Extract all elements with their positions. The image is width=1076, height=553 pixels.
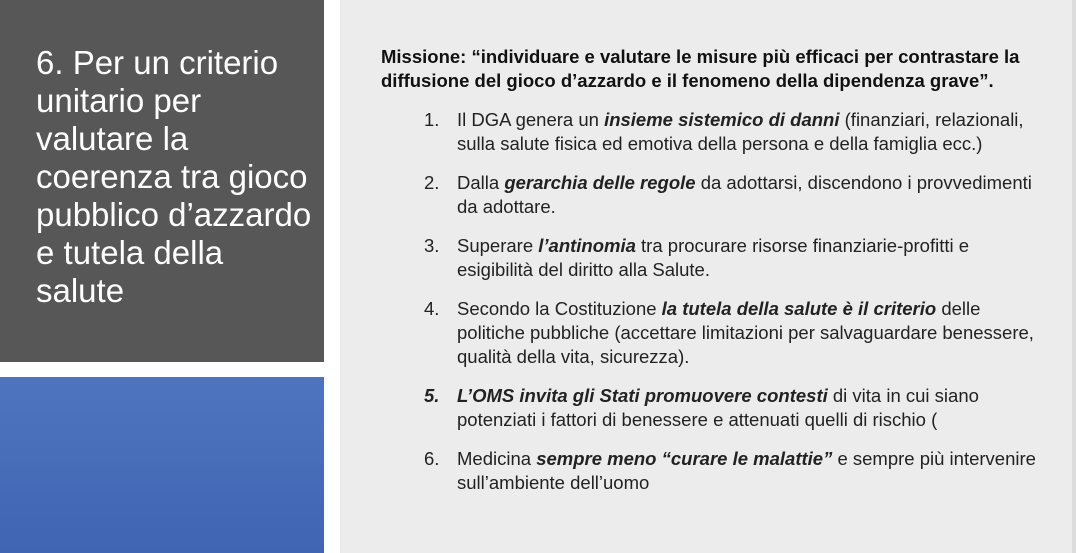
accent-panel [0, 377, 324, 553]
item-emphasis: la tutela della salute è il criterio [661, 298, 937, 319]
item-number: 3. [424, 235, 440, 256]
panel-divider [324, 0, 340, 553]
item-text-post: tra procurare risorse finanziarie-profitti e esigibilità del diritto alla Salute. [457, 235, 970, 280]
item-emphasis: sempre meno “curare le malattie” [536, 448, 833, 469]
item-number: 1. [424, 109, 440, 130]
item-text-pre: Secondo la Costituzione [457, 298, 662, 319]
item-emphasis: gerarchia delle regole [504, 172, 696, 193]
item-text-post: da adottarsi, discendono i provvedimenti da adottare. [457, 172, 1032, 217]
item-number: 4. [424, 298, 440, 319]
mission-statement: Missione: “individuare e valutare le misure più efficaci per contrastare la diffusione del gioco d’azzardo e il fenomeno della dipendenza grave”. [381, 46, 1020, 91]
item-text-pre: Dalla [457, 172, 505, 193]
item-emphasis: insieme sistemico di danni [604, 109, 840, 130]
list-item [424, 108, 1044, 156]
slide-title: 6. Per un criterio unitario per valutare la coerenza tra gioco pubblico d’azzardo e tutela della salute [36, 44, 312, 309]
item-text-post: e sempre più intervenire sull’ambiente dell’uomo [457, 448, 1036, 493]
item-text-post: di vita in cui siano potenziati i fattori di benessere e attenuati quelli di rischio ( [457, 385, 979, 430]
list-item [424, 171, 1044, 219]
content-edge [1072, 0, 1076, 553]
list-item [424, 234, 1044, 282]
item-text-post: (finanziari, relazionali, sulla salute fisica ed emotiva della persona e della famiglia ecc.) [457, 109, 1024, 154]
item-number: 6. [424, 448, 440, 469]
item-text-post: delle politiche pubbliche (accettare limitazioni per salvaguardare benessere, qualità della vita, sicurezza). [457, 298, 1034, 367]
list-item [424, 384, 1044, 432]
item-number: 2. [424, 172, 440, 193]
item-emphasis: l’antinomia [538, 235, 636, 256]
list-item [424, 297, 1044, 369]
list-item [424, 447, 1044, 495]
points-list [424, 108, 1044, 510]
item-number: 5. [424, 385, 440, 406]
item-emphasis: L’OMS invita gli Stati promuovere contesti [457, 385, 828, 406]
item-text-pre: Superare [457, 235, 539, 256]
item-text-pre: Il DGA genera un [457, 109, 605, 130]
panel-gap [0, 362, 324, 377]
item-text-pre: Medicina [457, 448, 537, 469]
